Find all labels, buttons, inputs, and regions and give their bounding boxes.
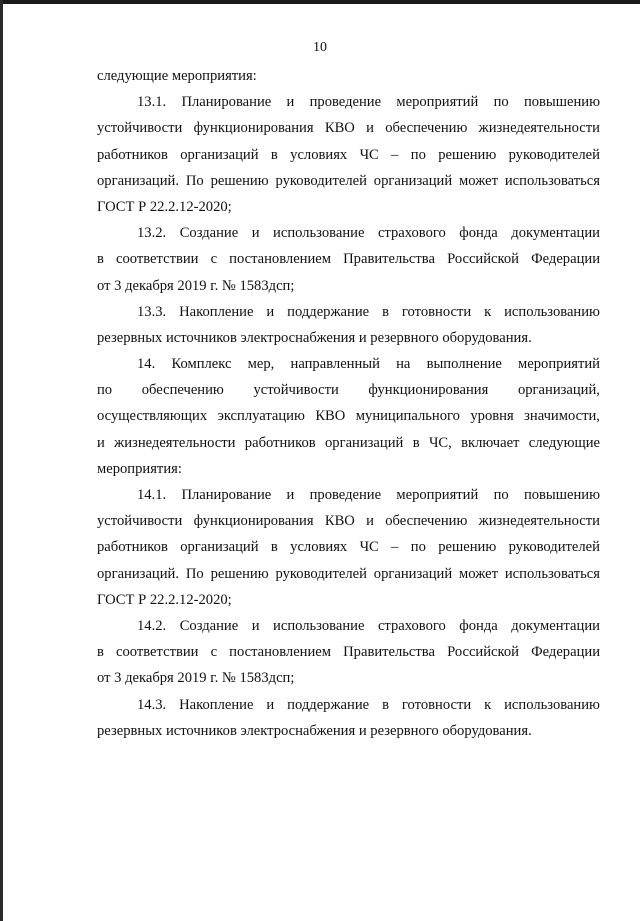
text-line: 14.3. Накопление и поддержание в готовности к использованию bbox=[137, 696, 600, 713]
scan-edge-top bbox=[0, 0, 640, 4]
text-line: работников организаций в условиях ЧС – по решению руководителей bbox=[97, 539, 600, 556]
paragraph-p14_1 bbox=[97, 482, 600, 613]
text-line: ГОСТ Р 22.2.12-2020; bbox=[97, 591, 232, 608]
page-number: 10 bbox=[313, 40, 327, 55]
text-line: работников организаций в условиях ЧС – по решению руководителей bbox=[97, 146, 600, 163]
document-body bbox=[97, 63, 600, 744]
paragraph-p14_3 bbox=[97, 692, 600, 744]
text-line: в соответствии с постановлением Правительства Российской Федерации bbox=[97, 644, 600, 661]
paragraph-p14 bbox=[97, 351, 600, 482]
text-line: следующие мероприятия: bbox=[97, 68, 257, 84]
text-line: 13.1. Планирование и проведение мероприятий по повышению bbox=[137, 94, 600, 111]
text-line: 14.1. Планирование и проведение мероприятий по повышению bbox=[137, 487, 600, 503]
text-line: устойчивости функционирования КВО и обеспечению жизнедеятельности bbox=[97, 513, 600, 530]
paragraph-p13_3 bbox=[97, 299, 600, 351]
text-line: организаций. По решению руководителей организаций может использоваться bbox=[97, 565, 600, 582]
text-line: 14. Комплекс мер, направленный на выполнение мероприятий bbox=[137, 356, 600, 373]
paragraph-p13_1 bbox=[97, 89, 600, 220]
text-line: организаций. По решению руководителей организаций может использоваться bbox=[97, 172, 600, 189]
scan-edge-left bbox=[0, 0, 3, 921]
text-line: устойчивости функционирования КВО и обеспечению жизнедеятельности bbox=[97, 120, 600, 137]
text-line: мероприятия: bbox=[97, 460, 182, 477]
text-line: 13.3. Накопление и поддержание в готовности к использованию bbox=[137, 303, 600, 320]
paragraph-p13_2 bbox=[97, 220, 600, 299]
text-line: по обеспечению устойчивости функционирования организаций, bbox=[97, 382, 600, 399]
paragraph-p14_2 bbox=[97, 613, 600, 692]
text-line: резервных источников электроснабжения и резервного оборудования. bbox=[97, 722, 532, 739]
text-line: от 3 декабря 2019 г. № 1583дсп; bbox=[97, 670, 295, 687]
text-line: и жизнедеятельности работников организаций в ЧС, включает следующие bbox=[97, 434, 600, 451]
text-line: от 3 декабря 2019 г. № 1583дсп; bbox=[97, 277, 295, 294]
text-line: 13.2. Создание и использование страхового фонда документации bbox=[137, 225, 600, 242]
text-line: в соответствии с постановлением Правительства Российской Федерации bbox=[97, 251, 600, 268]
text-line: резервных источников электроснабжения и резервного оборудования. bbox=[97, 329, 532, 346]
text-line: ГОСТ Р 22.2.12-2020; bbox=[97, 198, 232, 215]
text-line: осуществляющих эксплуатацию КВО муниципального уровня значимости, bbox=[97, 408, 600, 425]
paragraph-intro bbox=[97, 63, 600, 89]
text-line: 14.2. Создание и использование страхового фонда документации bbox=[137, 617, 600, 634]
